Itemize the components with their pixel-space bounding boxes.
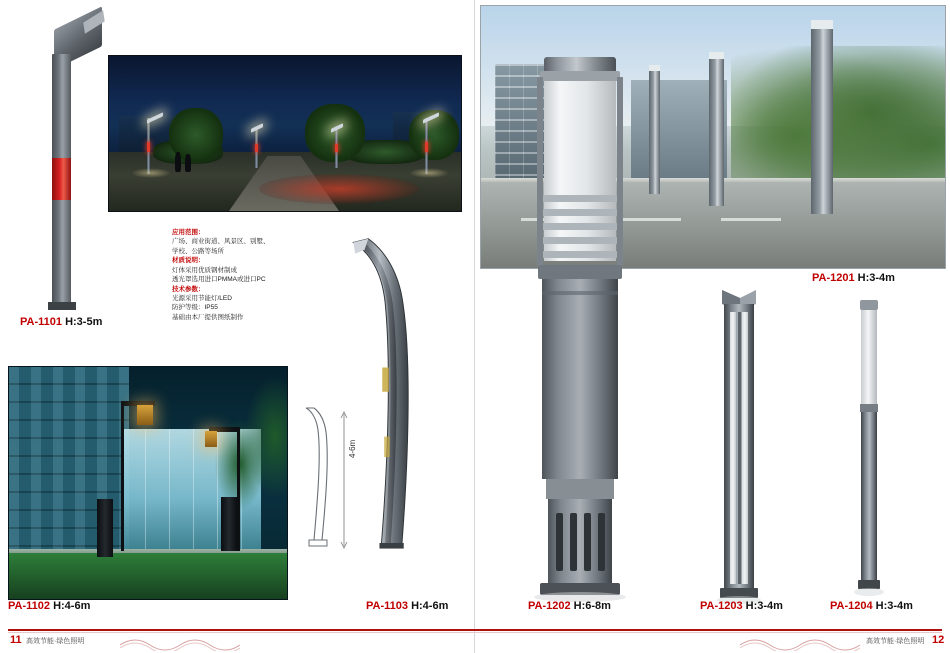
spec-tech-line-3: 基础由本厂提供图纸制作 [172,313,244,321]
footer-slogan-right: 高效节能·绿色照明 [866,638,925,645]
spec-material-line-1: 灯体采用优质钢材制成 [172,266,237,274]
product-height: H:4-6m [411,600,449,612]
photo-lamp-pole [121,401,124,551]
pole-red-accent [52,158,71,200]
spec-material-line-2: 透光罩选用进口PMMA或进口PC [172,276,266,284]
product-code: PA-1201 [812,272,855,284]
spec-tech-title: 技术参数： [172,285,205,293]
spec-scope-line-1: 广场、商业街道、风景区、别墅、 [172,238,270,246]
footer-slogan-left: 高效节能·绿色照明 [26,638,85,645]
product-code: PA-1202 [528,600,571,612]
caption-pa-1202 [528,600,611,612]
pole-base [48,302,76,310]
product-code: PA-1103 [366,600,408,612]
photo-treeline [731,46,945,196]
curved-pole-svg [344,225,428,580]
photo-person [175,152,181,172]
product-height: H:3-5m [65,316,103,328]
photo-lamp-pole [237,427,240,551]
product-image-pa-1204 [852,300,886,606]
product-height: H:3-4m [745,600,783,612]
photo-light-pool [131,168,171,178]
photo-night-street-scene [108,55,462,212]
product-image-pa-1202 [520,55,650,605]
product-code: PA-1204 [830,600,873,612]
product-height: H:6-8m [573,600,611,612]
product-code: PA-1101 [20,316,62,328]
product-image-pa-1203 [714,288,764,606]
page-number-left: 11 [10,634,22,646]
page-gutter-divider [474,0,475,653]
photo-lamp-red-accent [425,142,428,152]
caption-pa-1204 [830,600,913,612]
product-image-pa-1101 [38,10,98,310]
product-height: H:3-4m [857,272,895,284]
footer-wave-svg [740,633,860,651]
photo-column-cap [709,52,724,59]
square-column-svg [714,288,764,606]
photo-lamp-red-accent [335,144,338,152]
photo-flowerbed [259,174,419,204]
photo-column-light [811,28,833,214]
specification-text-block [172,228,312,322]
product-code: PA-1102 [8,600,50,612]
caption-pa-1203 [700,600,783,612]
product-code: PA-1203 [700,600,743,612]
photo-person [185,154,191,172]
photo-lawn [9,553,287,599]
footer-rule [8,629,942,631]
round-column-svg [852,300,886,606]
footer-wave-left [120,633,240,651]
spec-scope-line-2: 学校、公路等场所 [172,247,224,255]
photo-tree [215,419,265,509]
footer-wave-right [740,633,860,651]
photo-lane-marking [721,218,781,221]
page-number-right: 12 [932,634,945,646]
photo-light-pool [409,168,449,178]
photo-bollard [97,499,113,557]
photo-column-light [709,58,724,206]
spec-tech-line-2: 防护等级：IP55 [172,304,218,312]
product-height: H:4-6m [53,600,91,612]
photo-column-cap [649,65,660,71]
bollard-svg [520,55,650,605]
photo-column-cap [811,20,833,29]
spec-scope-title: 应用范围： [172,229,205,236]
dimension-height-label: 4-6m [348,439,357,458]
caption-pa-1103 [366,600,448,612]
footer-wave-svg [120,633,240,651]
photo-night-building-scene [8,366,288,600]
spec-tech-line-1: 光源采用节能灯/LED [172,294,232,302]
caption-pa-1102 [8,600,90,612]
photo-lamp-red-accent [255,144,258,152]
photo-lamp-luminaire [205,431,217,447]
spec-material-title: 材质说明： [172,257,205,265]
photo-column-light [649,70,660,194]
caption-pa-1101 [20,316,102,328]
product-image-pa-1103 [340,225,430,580]
photo-lamp-luminaire [137,405,153,425]
photo-lamp-red-accent [147,142,150,152]
photo-bollard [221,497,237,551]
product-height: H:3-4m [875,600,913,612]
caption-pa-1201 [812,272,895,284]
